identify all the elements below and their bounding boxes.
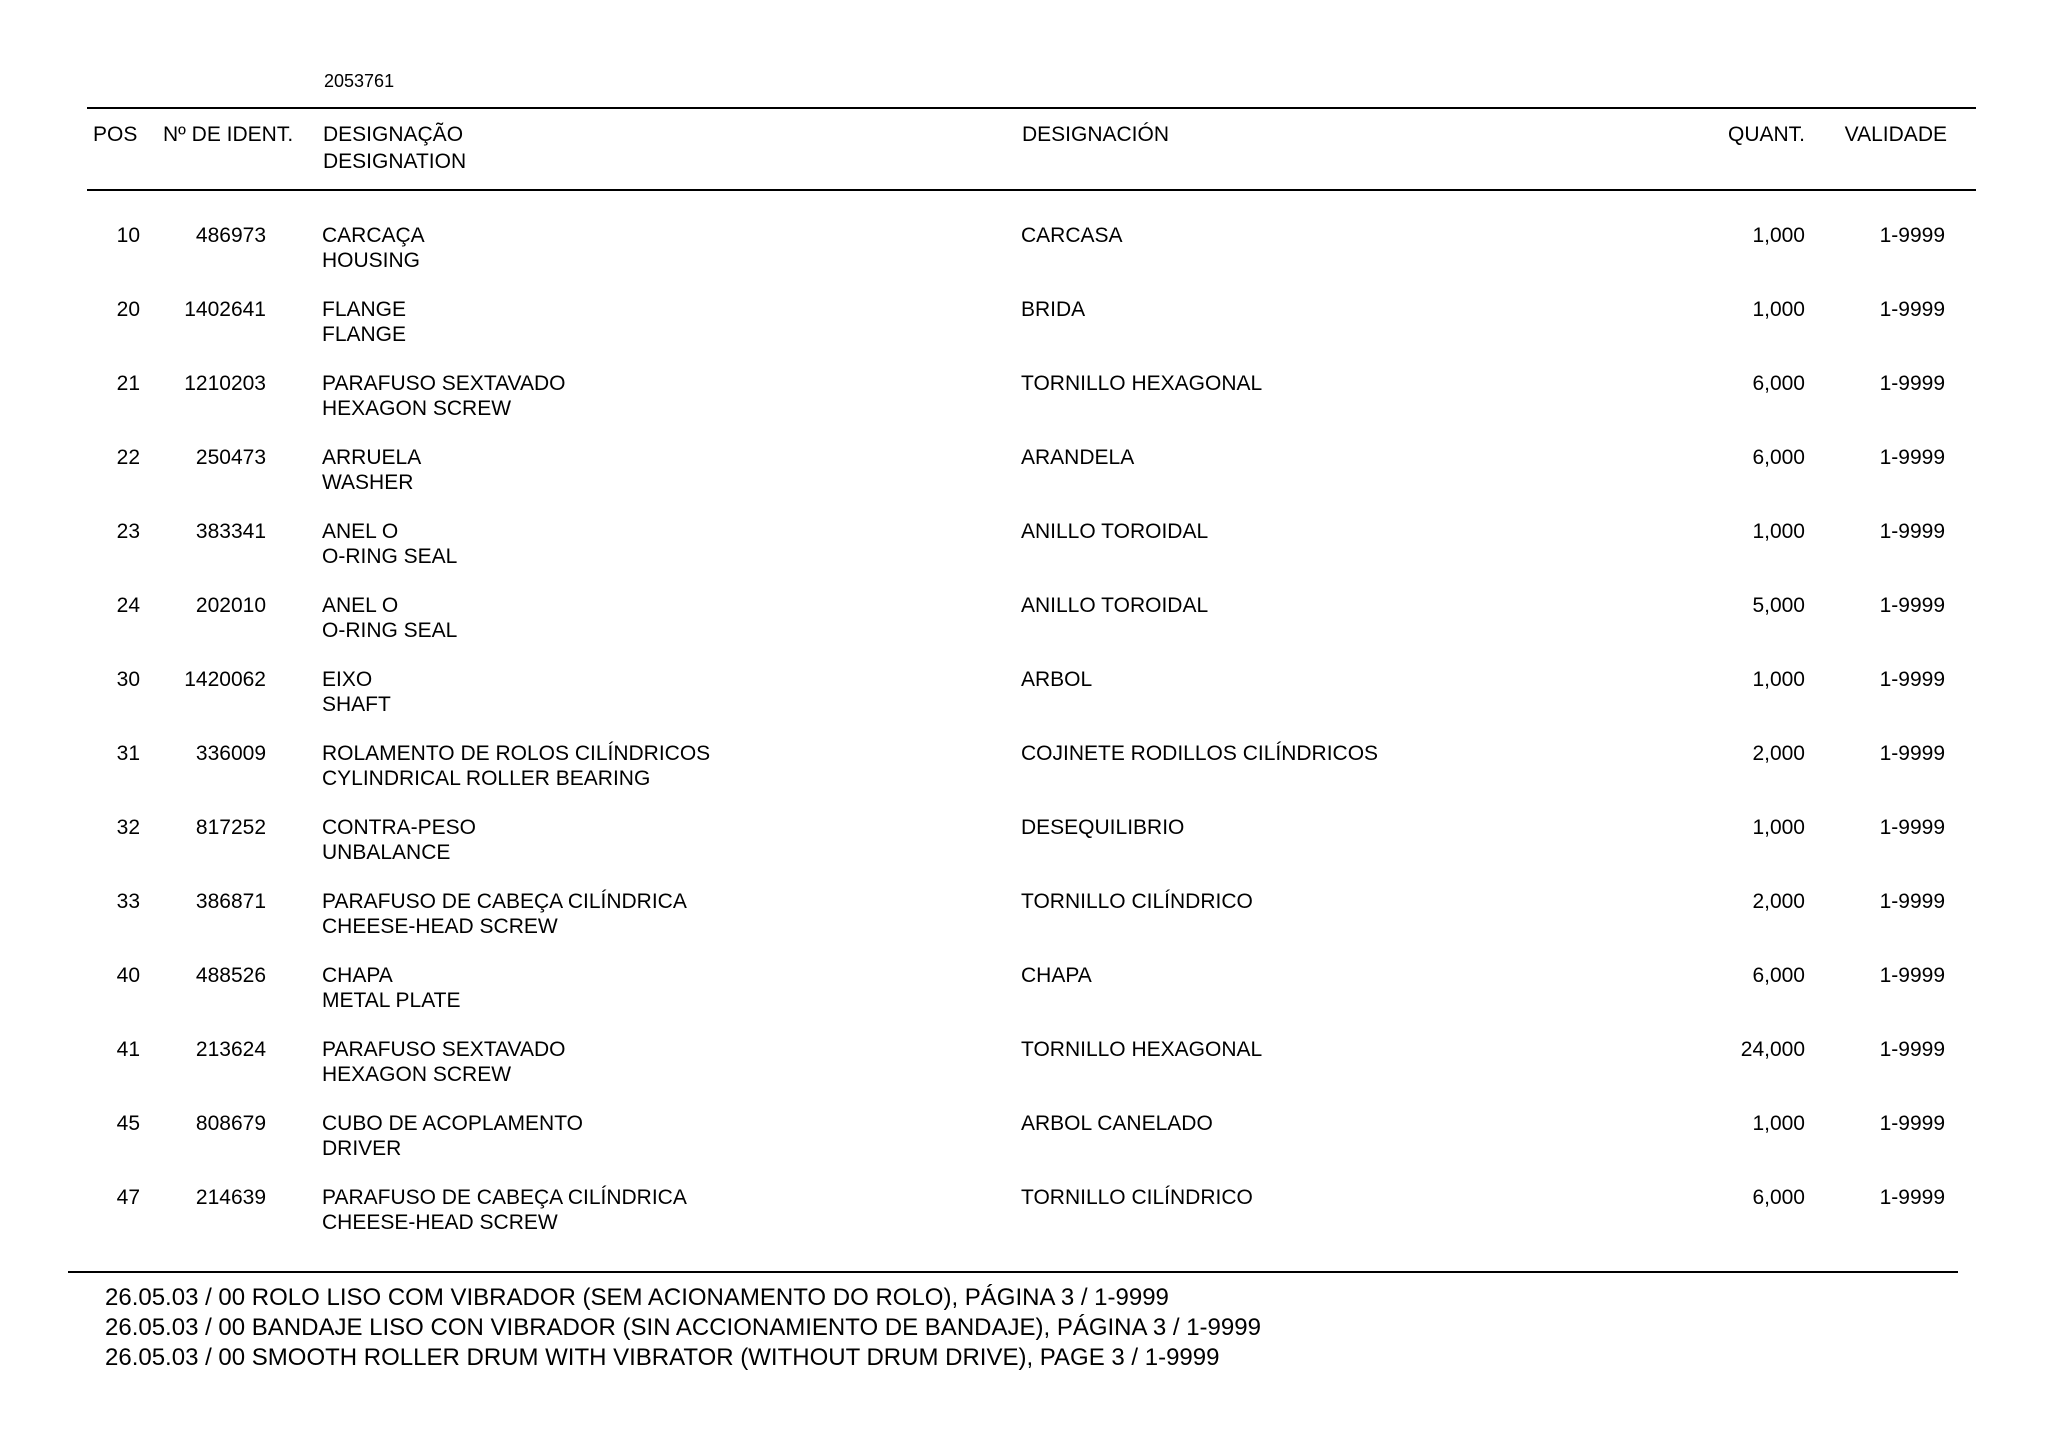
table-row [0, 371, 2048, 445]
row-ident: 808679 [195, 1112, 266, 1135]
row-designation-en: HOUSING [322, 249, 421, 272]
header-ident: Nº DE IDENT. [163, 123, 294, 146]
row-designation [322, 1185, 687, 1235]
table-row [0, 223, 2048, 297]
table-row [0, 963, 2048, 1037]
table-row [0, 445, 2048, 519]
row-designation-en: HEXAGON SCREW [322, 397, 512, 420]
header-designation-en: DESIGNATION [323, 150, 467, 173]
row-validity: 1-9999 [1879, 446, 1945, 469]
row-designation [322, 445, 421, 495]
row-ident: 386871 [195, 890, 266, 913]
row-quantity: 24,000 [1740, 1038, 1805, 1061]
row-quantity: 5,000 [1752, 594, 1805, 617]
row-designation [322, 1037, 566, 1087]
row-designation-pt: ANEL O [322, 594, 399, 617]
row-pos: 32 [116, 816, 140, 839]
row-designation-pt: CARCAÇA [322, 224, 425, 247]
row-designation-pt: PARAFUSO SEXTAVADO [322, 1038, 566, 1061]
header-validity: VALIDADE [1844, 123, 1947, 146]
row-designation-es: ARBOL [1021, 668, 1093, 691]
footer-line-es: 26.05.03 / 00 BANDAJE LISO CON VIBRADOR (SIN ACCIONAMIENTO DE BANDAJE), PÁGINA 3 / 1-9999 [105, 1314, 1261, 1341]
row-designation [322, 741, 710, 791]
row-pos: 30 [116, 668, 140, 691]
row-designation-en: SHAFT [322, 693, 391, 716]
table-row [0, 815, 2048, 889]
row-pos: 22 [116, 446, 140, 469]
header-designation [323, 121, 466, 175]
row-designation [322, 519, 457, 569]
row-ident: 1402641 [184, 298, 266, 321]
row-pos: 47 [116, 1186, 140, 1209]
table-row [0, 1185, 2048, 1259]
row-designation-pt: CHAPA [322, 964, 393, 987]
table-row [0, 889, 2048, 963]
row-validity: 1-9999 [1879, 742, 1945, 765]
row-designation-en: METAL PLATE [322, 989, 461, 1012]
table-row [0, 519, 2048, 593]
row-designation-en: CHEESE-HEAD SCREW [322, 1211, 558, 1234]
table-row [0, 741, 2048, 815]
row-designation-es: ARANDELA [1021, 446, 1135, 469]
row-designation-es: TORNILLO HEXAGONAL [1021, 372, 1263, 395]
table-row [0, 297, 2048, 371]
row-designation-es: CARCASA [1021, 224, 1123, 247]
row-ident: 488526 [195, 964, 266, 987]
row-ident: 336009 [195, 742, 266, 765]
row-pos: 33 [116, 890, 140, 913]
row-validity: 1-9999 [1879, 1038, 1945, 1061]
row-designation-es: ARBOL CANELADO [1021, 1112, 1213, 1135]
row-validity: 1-9999 [1879, 890, 1945, 913]
row-quantity: 6,000 [1752, 1186, 1805, 1209]
row-designation-pt: ANEL O [322, 520, 399, 543]
row-ident: 383341 [195, 520, 266, 543]
row-pos: 20 [116, 298, 140, 321]
row-validity: 1-9999 [1879, 1186, 1945, 1209]
row-pos: 21 [116, 372, 140, 395]
row-ident: 1210203 [184, 372, 266, 395]
row-quantity: 1,000 [1752, 520, 1805, 543]
row-validity: 1-9999 [1879, 298, 1945, 321]
row-validity: 1-9999 [1879, 964, 1945, 987]
row-pos: 41 [116, 1038, 140, 1061]
row-designation-en: UNBALANCE [322, 841, 451, 864]
row-quantity: 1,000 [1752, 1112, 1805, 1135]
row-pos: 45 [116, 1112, 140, 1135]
row-validity: 1-9999 [1879, 372, 1945, 395]
row-designation-pt: FLANGE [322, 298, 407, 321]
row-pos: 10 [116, 224, 140, 247]
row-designation-es: TORNILLO HEXAGONAL [1021, 1038, 1263, 1061]
row-designation [322, 889, 687, 939]
header-pos: POS [93, 123, 138, 146]
row-designation-en: CHEESE-HEAD SCREW [322, 915, 558, 938]
table-row [0, 667, 2048, 741]
footer-rule [68, 1271, 1958, 1273]
table-row [0, 593, 2048, 667]
row-designation-pt: PARAFUSO DE CABEÇA CILÍNDRICA [322, 890, 687, 913]
row-designation-es: CHAPA [1021, 964, 1092, 987]
row-quantity: 1,000 [1752, 668, 1805, 691]
row-ident: 202010 [195, 594, 266, 617]
table-row [0, 1111, 2048, 1185]
row-designation [322, 963, 460, 1013]
row-ident: 817252 [195, 816, 266, 839]
row-quantity: 6,000 [1752, 372, 1805, 395]
row-pos: 31 [116, 742, 140, 765]
row-validity: 1-9999 [1879, 1112, 1945, 1135]
row-ident: 486973 [195, 224, 266, 247]
row-designation-pt: ARRUELA [322, 446, 422, 469]
row-designation [322, 593, 457, 643]
row-designation-en: O-RING SEAL [322, 619, 458, 642]
row-designation-en: FLANGE [322, 323, 407, 346]
row-designation [322, 667, 391, 717]
row-validity: 1-9999 [1879, 594, 1945, 617]
row-designation-es: COJINETE RODILLOS CILÍNDRICOS [1021, 742, 1379, 765]
row-quantity: 6,000 [1752, 446, 1805, 469]
row-ident: 214639 [195, 1186, 266, 1209]
row-validity: 1-9999 [1879, 520, 1945, 543]
row-validity: 1-9999 [1879, 224, 1945, 247]
row-ident: 1420062 [184, 668, 266, 691]
row-designation [322, 1111, 583, 1161]
row-pos: 23 [116, 520, 140, 543]
row-designation [322, 371, 566, 421]
row-validity: 1-9999 [1879, 816, 1945, 839]
footer-line-pt: 26.05.03 / 00 ROLO LISO COM VIBRADOR (SEM ACIONAMENTO DO ROLO), PÁGINA 3 / 1-9999 [105, 1284, 1169, 1311]
row-designation [322, 815, 476, 865]
row-quantity: 1,000 [1752, 224, 1805, 247]
table-row [0, 1037, 2048, 1111]
row-designation-es: TORNILLO CILÍNDRICO [1021, 1186, 1253, 1209]
row-quantity: 2,000 [1752, 742, 1805, 765]
row-designation-es: ANILLO TOROIDAL [1021, 520, 1209, 543]
row-designation-es: TORNILLO CILÍNDRICO [1021, 890, 1253, 913]
row-pos: 40 [116, 964, 140, 987]
row-designation-es: ANILLO TOROIDAL [1021, 594, 1209, 617]
header-designation-es: DESIGNACIÓN [1022, 123, 1170, 146]
row-designation-pt: PARAFUSO DE CABEÇA CILÍNDRICA [322, 1186, 687, 1209]
parts-table-body [0, 223, 2048, 1259]
row-designation-en: DRIVER [322, 1137, 402, 1160]
header-designation-pt: DESIGNAÇÃO [323, 123, 464, 146]
row-designation-pt: PARAFUSO SEXTAVADO [322, 372, 566, 395]
row-designation-pt: CONTRA-PESO [322, 816, 477, 839]
row-pos: 24 [116, 594, 140, 617]
row-quantity: 1,000 [1752, 816, 1805, 839]
row-designation-pt: ROLAMENTO DE ROLOS CILÍNDRICOS [322, 742, 711, 765]
row-designation-es: BRIDA [1021, 298, 1086, 321]
row-validity: 1-9999 [1879, 668, 1945, 691]
row-designation-en: HEXAGON SCREW [322, 1063, 512, 1086]
footer [105, 1283, 1261, 1373]
row-designation-pt: EIXO [322, 668, 373, 691]
row-designation-en: O-RING SEAL [322, 545, 458, 568]
row-designation-pt: CUBO DE ACOPLAMENTO [322, 1112, 584, 1135]
row-ident: 213624 [195, 1038, 266, 1061]
row-quantity: 6,000 [1752, 964, 1805, 987]
row-quantity: 1,000 [1752, 298, 1805, 321]
row-designation [322, 223, 425, 273]
header-top-rule [87, 107, 1976, 109]
header-quantity: QUANT. [1727, 123, 1805, 146]
row-designation-es: DESEQUILIBRIO [1021, 816, 1185, 839]
row-designation-en: CYLINDRICAL ROLLER BEARING [322, 767, 651, 790]
row-designation-en: WASHER [322, 471, 414, 494]
row-designation [322, 297, 406, 347]
row-quantity: 2,000 [1752, 890, 1805, 913]
row-ident: 250473 [195, 446, 266, 469]
header-bottom-rule [87, 189, 1976, 191]
footer-line-en: 26.05.03 / 00 SMOOTH ROLLER DRUM WITH VIBRATOR (WITHOUT DRUM DRIVE), PAGE 3 / 1-9999 [105, 1344, 1220, 1371]
document-number: 2053761 [324, 71, 395, 91]
